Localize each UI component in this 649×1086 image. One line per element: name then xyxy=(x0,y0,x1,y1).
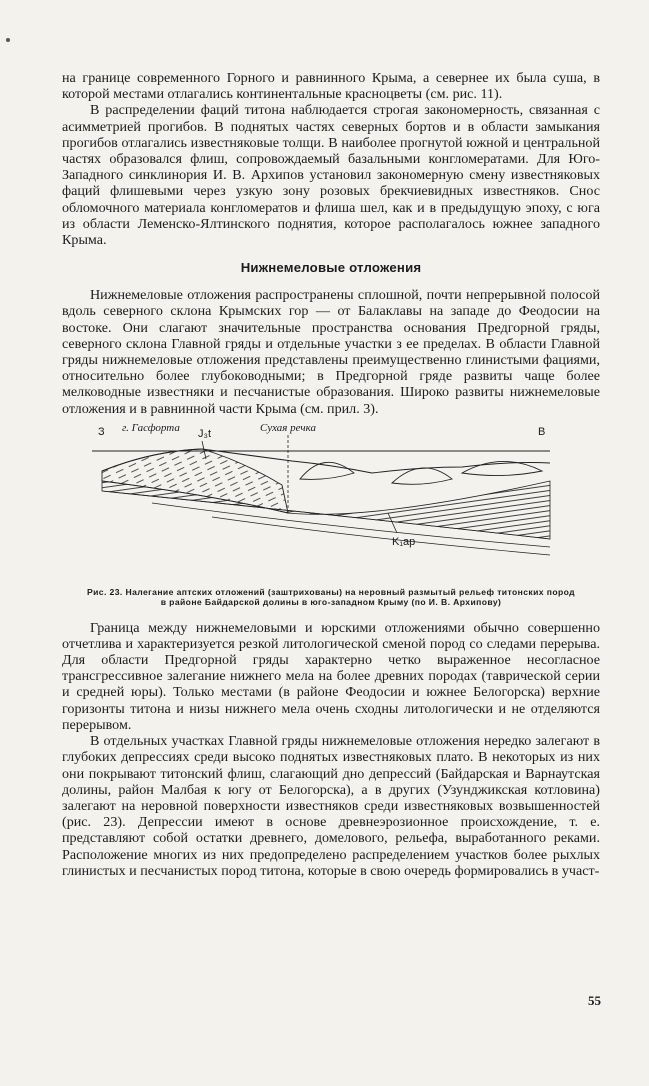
page-number: 55 xyxy=(588,993,601,1008)
geologic-section-drawing xyxy=(92,421,552,577)
label-east: В xyxy=(538,425,546,438)
titon-limestone-block xyxy=(102,449,288,513)
label-river: Сухая речка xyxy=(260,421,317,434)
paragraph-4: Граница между нижнемеловыми и юрскими отложениями обычно совершенно отчетлива и характеризуется резкой литологической сменой пород со следами перерыва. Для области Предгорной гряды характерно четко выраженное несогласное трансгрессивное залегание нижнего мела на более древних породах (таврической серии и средней юры). Только местами (в районе Феодосии и южнее Белогорска) верхние горизонты титона и низы нижнего мела очень сходны литологически и не отделяются перерывом. xyxy=(62,619,600,733)
figure-23 xyxy=(62,421,600,581)
label-mountain: г. Гасфорта xyxy=(122,421,180,434)
label-west: З xyxy=(98,425,105,438)
paragraph-5: В отдельных участках Главной гряды нижнемеловые отложения нередко залегают в глубоких депрессиях среди высоко поднятых известняковых плато. В некоторых из них они покрывают титонский флиш, слагающий дно депрессий (Байдарская и Варнаутская долины, район Малбая к югу от Белогорска), а в других (Узунджикская котловина) залегают на неровной поверхности известняков среди известняковых возвышенностей (рис. 23). Депрессии имеют в основе древнеэрозионное происхождение, т. е. представляют собой остатки древнего, домелового, рельефа, выработанного реками. Расположение многих из них предопределено распределением участков более рыхлых глинистых и песчанистых пород титона, которые в свою очередь формировались в участ- xyxy=(62,733,600,879)
paragraph-1: на границе современного Горного и равнинного Крыма, а севернее их была суша, в которой местами отлагались континентальные красноцветы (см. рис. 11). xyxy=(62,70,600,103)
scan-speck xyxy=(6,38,10,42)
label-unit-bottom: K₁ap xyxy=(392,535,416,548)
figure-caption: Рис. 23. Налегание аптских отложений (заштрихованы) на неровный размытый рельеф титонских пород в районе Байдарской долины в юго-западном Крыму (по И. В. Архипову) xyxy=(86,586,576,608)
paragraph-3: Нижнемеловые отложения распространены сплошной, почти непрерывной полосой вдоль северного склона Крымских гор — от Балаклавы на западе до Феодосии на востоке. Они слагают значительные пространства основания Предгорной гряды, северного склона Главной гряды и отдельные участки з ее пределах. В области Главной гряды нижнемеловые отложения представлены преимущественно глинистыми фациями, относительно более глубоководными; в Предгорной гряде развиты чаще более мелководные известняки и песчанистые образования. Широко развиты нижнемеловые отложения и в равнинной части Крыма (см. прил. 3). xyxy=(62,287,600,417)
page-content xyxy=(62,70,600,879)
label-unit-top: J₃t xyxy=(198,427,212,440)
section-heading: Нижнемеловые отложения xyxy=(240,260,422,276)
paragraph-2: В распределении фаций титона наблюдается строгая закономерность, связанная с асимметрией прогибов. В поднятых частях северных бортов и в области замыкания прогибов отлагались известняковые толщи. В наиболее прогнутой южной и центральной частях образовался флиш, сопровождаемый базальными конгломератами. Для Юго-Западного синклинория И. В. Архипов установил закономерную смену известняковых фаций флишевыми через узкую зону розовых брекчиевидных известняков. Снос обломочного материала конгломератов и флиша шел, как и в предыдущую эпоху, с юга из области Леменско-Ялтинского поднятия, которое располагалось южнее западного Крыма. xyxy=(62,102,600,249)
